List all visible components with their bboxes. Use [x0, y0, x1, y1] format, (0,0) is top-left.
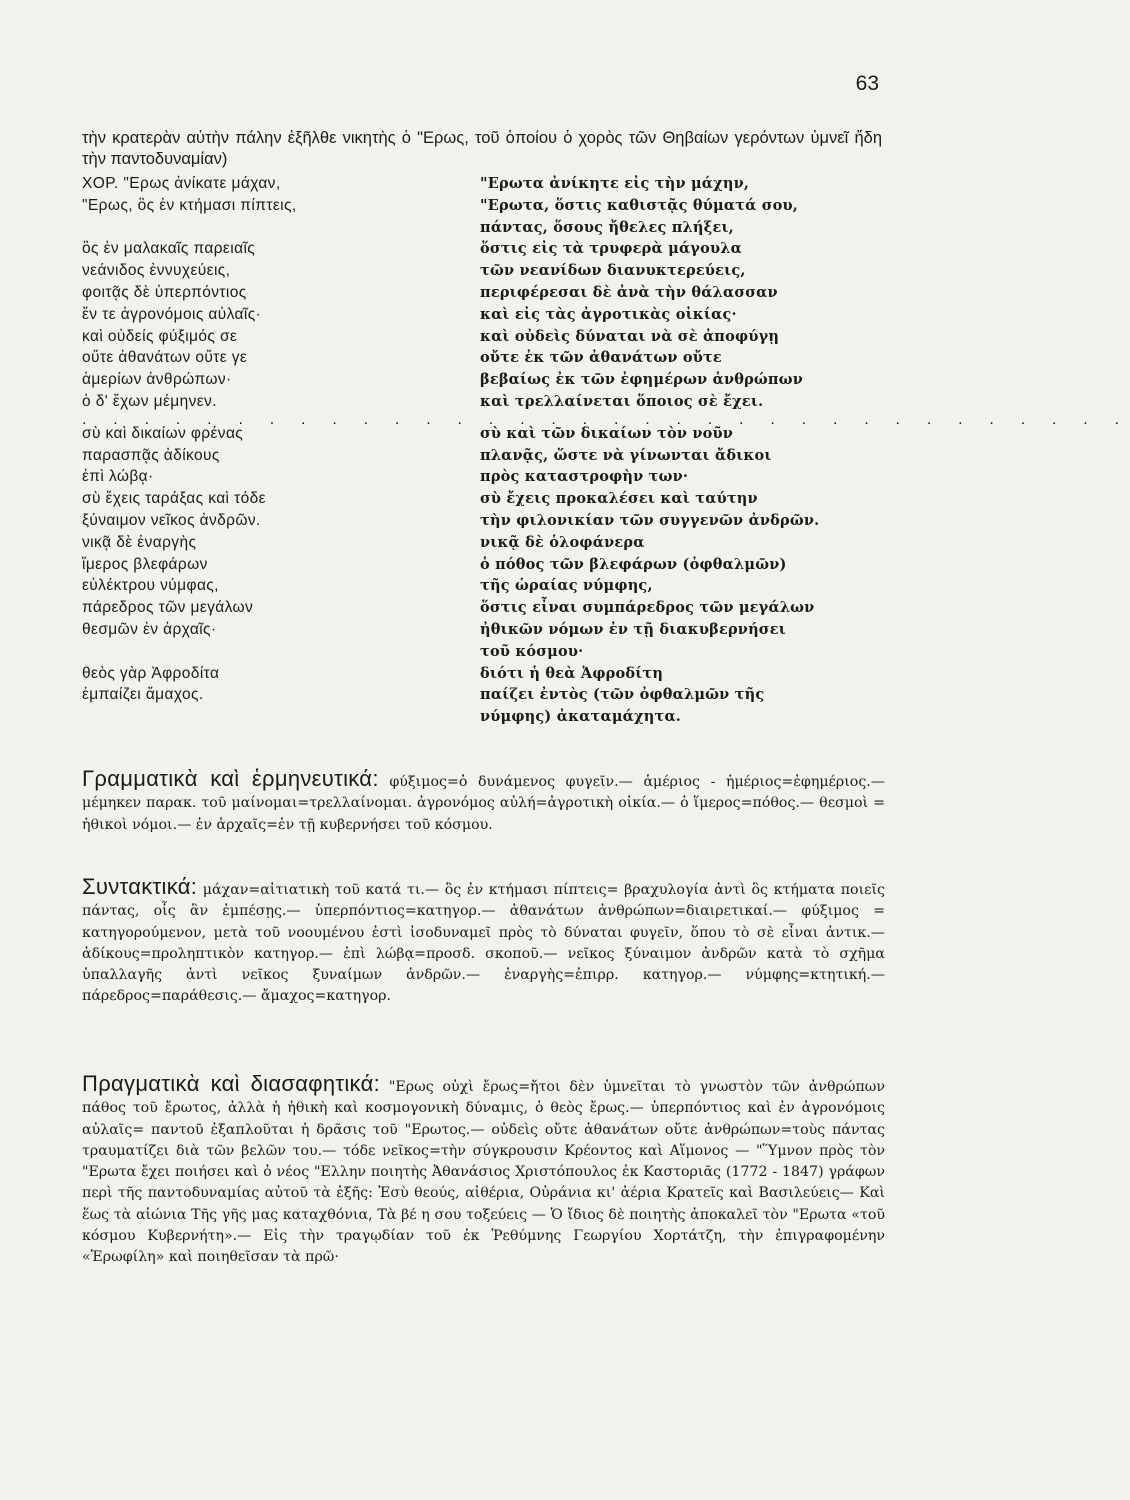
ellipsis-row: [0, 410, 1130, 428]
modern-line: περιφέρεσαι δὲ ἀνὰ τὴν θάλασσαν: [480, 283, 778, 301]
verse-row: [0, 447, 967, 469]
verse-row: [0, 328, 967, 350]
modern-line: βεβαίως ἐκ τῶν ἐφημέρων ἀνθρώπων: [480, 371, 804, 389]
modern-line: πρὸς καταστροφὴν των·: [480, 468, 689, 486]
verse-row: [0, 599, 967, 621]
modern-line: σὺ καὶ τῶν δικαίων τὸν νοῦν: [480, 424, 733, 442]
modern-line: καὶ εἰς τὰς ἀγροτικὰς οἰκίας·: [480, 305, 737, 323]
verse-row: [0, 490, 967, 512]
verse-row: [0, 219, 967, 241]
modern-line: "Ερωτα, ὅστις καθιστᾷς θύματά σου,: [480, 196, 799, 214]
verse-row: [0, 284, 967, 306]
ancient-line: πάρεδρος τῶν μεγάλων: [82, 599, 254, 617]
ancient-line: "Ερως, ὃς ἐν κτήμασι πίπτεις,: [82, 196, 297, 214]
grammar-heading: Γραμματικὰ καὶ ἑρμηνευτικά:: [82, 766, 379, 791]
modern-line: νικᾷ δὲ ὁλοφάνερα: [480, 533, 645, 551]
verse-row: [0, 425, 967, 447]
syntax-notes: [82, 876, 885, 1008]
verse-translation-block: [0, 175, 1130, 730]
grammar-notes: [82, 768, 885, 836]
ancient-line: οὔτε ἀθανάτων οὔτε γε: [82, 349, 248, 367]
modern-line: παίζει ἐντὸς (τῶν ὀφθαλμῶν τῆς: [480, 686, 765, 704]
modern-line: ὅστις εἰς τὰ τρυφερὰ μάγουλα: [480, 240, 742, 258]
ancient-line: σὺ ἔχεις ταράξας καὶ τόδε: [82, 490, 266, 508]
ancient-line: ἁμερίων ἀνθρώπων·: [82, 371, 232, 389]
modern-line: οὔτε ἐκ τῶν ἀθανάτων οὔτε: [480, 349, 722, 367]
verse-row: [0, 240, 967, 262]
ancient-line: σὺ καὶ δικαίων φρένας: [82, 424, 244, 442]
intro-paragraph: τὴν κρατερὰν αὐτὴν πάλην ἐξῆλθε νικητὴς ὁ "Ερως, τοῦ ὁποίου ὁ χορὸς τῶν Θηβαίων γερόντων ὑμνεῖ ἤδη τὴν παντοδυναμίαν): [82, 129, 882, 168]
verse-row: [0, 686, 967, 708]
syntax-heading: Συντακτικά:: [82, 874, 198, 899]
modern-line: "Ερωτα ἀνίκητε εἰς τὴν μάχην,: [480, 175, 750, 192]
ancient-line: ἔν τε ἀγρονόμοις αὐλαῖς·: [82, 305, 262, 323]
ancient-line: παρασπᾷς ἀδίκους: [82, 446, 220, 464]
modern-line: ὅστις εἶναι συμπάρεδρος τῶν μεγάλων: [480, 599, 815, 617]
ancient-line: εὐλέκτρου νύμφας,: [82, 577, 219, 595]
modern-line: τῶν νεανίδων διανυκτερεύεις,: [480, 262, 746, 280]
modern-line: καὶ τρελλαίνεται ὅποιος σὲ ἔχει.: [480, 392, 764, 410]
modern-line: τὴν φιλονικίαν τῶν συγγενῶν ἀνδρῶν.: [480, 511, 820, 529]
verse-row: [0, 175, 967, 197]
ancient-line: φοιτᾷς δὲ ὑπερπόντιος: [82, 283, 247, 301]
syntax-body: μάχαν=αἰτιατικὴ τοῦ κατά τι.— ὃς ἐν κτήμασι πίπτεις= βραχυλογία ἀντὶ ὃς κτήματα ποιεῖς πάντας, οἷς ἂν ἐμπέσῃς.— ὑπερπόντιος=κατηγορ.— ἀθανάτων ἀνθρώπων=διαιρετικαί.— φύξιμος = κατηγορούμενον, μετὰ τοῦ νοουμένου ἐστὶ ἰσοδυναμεῖ πρὸς τὸ δύναται φυγεῖν, ὅπου τὸ σὲ εἶναι ἀντικ.— ἀδίκους=προληπτικὸν κατηγορ.— ἐπὶ λώβᾳ=προσδ. σκοποῦ.— νεῖκος ξύναιμον ἀνδρῶν κατὰ τὸ σχῆμα ὑπαλλαγῆς ἀντὶ νεῖκος ξυναίμων ἀνδρῶν.— ἐναργὴς=ἐπιρρ. κατηγορ.— νύμφης=κτητική.— πάρεδρος=παράθεσις.— ἄμαχος=κατηγορ.: [82, 882, 885, 1005]
modern-line: πάντας, ὅσους ἤθελες πλήξει,: [480, 218, 734, 236]
verse-row: [0, 468, 967, 490]
modern-line: τοῦ κόσμου·: [480, 642, 584, 660]
ancient-line: ἵμερος βλεφάρων: [82, 555, 208, 573]
ancient-line: νεάνιδος ἐννυχεύεις,: [82, 262, 231, 280]
modern-line: καὶ οὐδεὶς δύναται νὰ σὲ ἀποφύγῃ: [480, 327, 780, 345]
ancient-line: θεσμῶν ἐν ἀρχαῖς·: [82, 620, 217, 638]
ancient-line: νικᾷ δὲ ἐναργὴς: [82, 533, 197, 551]
page-number: 63: [855, 72, 879, 95]
modern-line: τῆς ὡραίας νύμφης,: [480, 577, 653, 595]
modern-line: νύμφης) ἀκαταμάχητα.: [480, 708, 682, 726]
ancient-line: ἐπὶ λώβᾳ·: [82, 468, 154, 486]
realia-body: "Ερως οὐχὶ ἔρως=ἤτοι δὲν ὑμνεῖται τὸ γνωστὸν τῶν ἀνθρώπων πάθος τοῦ ἔρωτος, ἀλλὰ ἡ ἠθικὴ καὶ κοσμογονικὴ δύναμις, ὁ θεὸς ἔρως.— ὑπερπόντιος καὶ ἐν ἀγρονόμοις αὐλαῖς= παντοῦ ἐξαπλοῦται ἡ δρᾶσις τοῦ "Ερωτος.— οὐδεὶς οὔτε ἀθανάτων οὔτε ἀνθρώπων=τοὺς πάντας τραυματίζει διὰ τῶν βελῶν του.— τόδε νεῖκος=τὴν σύγκρουσιν Κρέοντος καὶ Αἵμονος — "Ὕμνον πρὸς τὸν "Ερωτα ἔχει ποιήσει καὶ ὁ νέος "Ελλην ποιητὴς Ἀθανάσιος Χριστόπουλος ἐκ Καστοριᾶς (1772 - 1847) γράφων περὶ τῆς παντοδυναμίας αὐτοῦ τὰ ἑξῆς: Ἐσὺ θεούς, αἰθέρια, Οὐράνια κι' ἀέρια Κρατεῖς καὶ Βασιλεύεις— Καὶ ἕως τὰ αἰώνια Τῆς γῆς μας καταχθόνια, Τὰ βέ η σου τοξεύεις — Ὁ ἴδιος δὲ ποιητὴς ἀποκαλεῖ τὸν "Ερωτα «τοῦ κόσμου Κυβερνήτη».— Εἰς τὴν τραγῳδίαν τοῦ ἐκ Ῥεθύμνης Γεωργίου Χορτάτζη, τὴν ἐπιγραφομένην «Ἐρωφίλη» καὶ ποιηθεῖσαν τὰ πρῶ·: [82, 1079, 885, 1266]
ellipsis-dots: . . . . . . . . . . . . . . . . . . . . . . . . . . . . . . . . . .: [82, 410, 1130, 428]
verse-row: [0, 534, 967, 556]
ancient-line: ὁ δ' ἔχων μέμηνεν.: [82, 392, 217, 410]
grammar-body: φύξιμος=ὁ δυνάμενος φυγεῖν.— ἁμέριος - ἡμέριος=ἐφημέριος.— μέμηκεν παρακ. τοῦ μαίνομαι=τρελλαίνομαι. ἀγρονόμος αὐλή=ἀγροτικὴ οἰκία.— ὁ ἵμερος=πόθος.— θεσμοὶ = ἠθικοὶ νόμοι.— ἐν ἀρχαῖς=ἐν τῇ κυβερνήσει τοῦ κόσμου.: [82, 774, 885, 833]
modern-line: πλανᾷς, ὥστε νὰ γίνωνται ἄδικοι: [480, 446, 772, 464]
verse-row: [0, 708, 967, 730]
ancient-line: ΧΟΡ. "Ερως ἀνίκατε μάχαν,: [82, 175, 281, 192]
verse-row: [0, 556, 967, 578]
verse-row: [0, 577, 967, 599]
verse-row: [0, 371, 967, 393]
modern-line: διότι ἡ θεὰ Ἀφροδίτη: [480, 664, 664, 682]
verse-row: [0, 197, 967, 219]
verse-row: [0, 643, 967, 665]
verse-row: [0, 306, 967, 328]
realia-notes: [82, 1073, 885, 1269]
ancient-line: ξύναιμον νεῖκος ἀνδρῶν.: [82, 511, 261, 529]
modern-line: σὺ ἔχεις προκαλέσει καὶ ταύτην: [480, 490, 758, 508]
ancient-line: ὃς ἐν μαλακαῖς παρειαῖς: [82, 240, 256, 258]
verse-row: [0, 349, 967, 371]
ancient-line: ἐμπαίζει ἄμαχος.: [82, 686, 204, 704]
realia-heading: Πραγματικὰ καὶ διασαφητικά:: [82, 1071, 381, 1096]
verse-row: [0, 665, 967, 687]
ancient-line: θεὸς γὰρ Ἀφροδίτα: [82, 664, 220, 682]
modern-line: ἠθικῶν νόμων ἐν τῇ διακυβερνήσει: [480, 620, 786, 638]
modern-line: ὁ πόθος τῶν βλεφάρων (ὀφθαλμῶν): [480, 555, 787, 573]
verse-row: [0, 512, 967, 534]
verse-row: [0, 262, 967, 284]
verse-row: [0, 621, 967, 643]
ancient-line: καὶ οὐδείς φύξιμός σε: [82, 327, 238, 345]
